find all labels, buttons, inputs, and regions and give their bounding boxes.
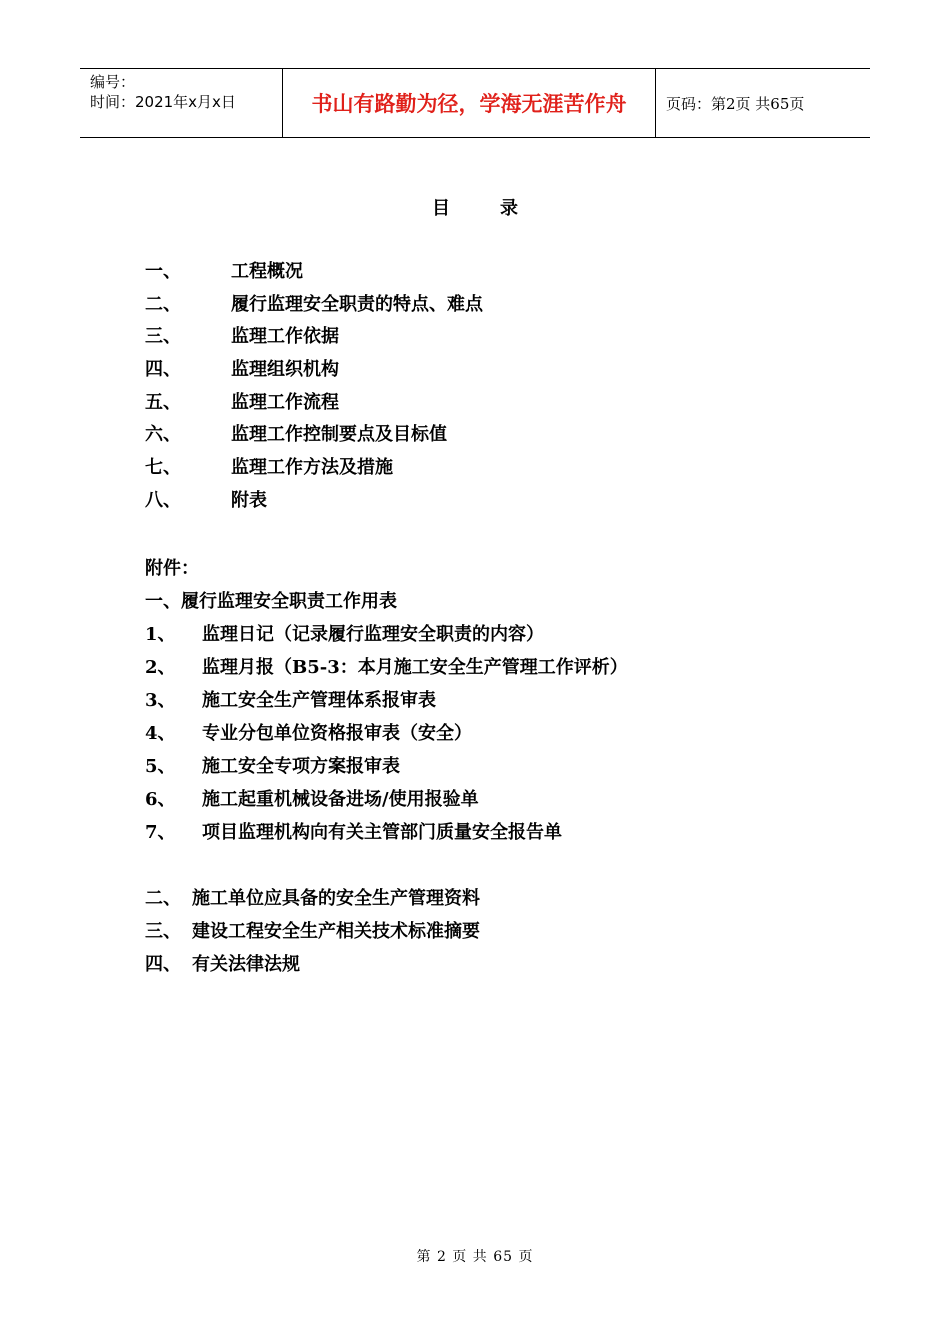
attachment-section-item [145, 915, 628, 948]
attachment-number: 3、 [145, 690, 176, 711]
attachment-section-item [145, 948, 628, 981]
section-text: 有关法律法规 [192, 954, 300, 975]
attachment-number: 5、 [145, 756, 176, 777]
attachment-item [145, 783, 628, 816]
header-left [80, 69, 282, 137]
page-header [80, 68, 870, 138]
attachment-item [145, 684, 628, 717]
toc-number: 八、 [145, 489, 181, 511]
attachments-group-title: 一、履行监理安全职责工作用表 [145, 591, 397, 612]
toc-text: 工程概况 [231, 261, 303, 282]
attachments-section [145, 552, 628, 981]
number-label: 编号： [90, 73, 136, 91]
toc-number: 一、 [145, 261, 181, 282]
attachment-number: 4、 [145, 723, 176, 744]
toc-item [145, 256, 483, 289]
toc-number: 四、 [145, 359, 181, 381]
attachments-label: 附件： [145, 558, 199, 579]
date-label: 时间：2021年x月x日 [90, 93, 236, 111]
toc-item [145, 452, 483, 485]
table-of-contents [145, 256, 483, 518]
attachment-item [145, 618, 628, 651]
attachment-number: 7、 [145, 822, 176, 843]
toc-text: 监理工作控制要点及目标值 [231, 424, 447, 446]
section-text: 施工单位应具备的安全生产管理资料 [192, 888, 480, 909]
toc-number: 七、 [145, 457, 181, 479]
attachment-text: 项目监理机构向有关主管部门质量安全报告单 [202, 822, 562, 843]
header-page-info: 页码：第2页 共65页 [666, 94, 805, 113]
header-motto: 书山有路勤为径，学海无涯苦作舟 [282, 69, 656, 137]
attachment-text: 监理日记（记录履行监理安全职责的内容） [202, 624, 544, 645]
page-footer: 第 2 页 共 65 页 [416, 1249, 534, 1265]
attachment-number: 6、 [145, 789, 176, 810]
attachment-item [145, 717, 628, 750]
attachment-item [145, 651, 628, 684]
attachment-section-item [145, 882, 628, 915]
toc-item [145, 354, 483, 387]
toc-item [145, 485, 483, 518]
toc-item [145, 419, 483, 452]
toc-text: 监理工作流程 [231, 391, 339, 413]
toc-number: 三、 [145, 326, 181, 348]
attachment-text: 施工安全专项方案报审表 [202, 756, 400, 777]
toc-number: 六、 [145, 424, 181, 446]
spacer [145, 849, 628, 882]
toc-title: 目录 [432, 198, 568, 219]
attachment-text: 监理月报（B5-3：本月施工安全生产管理工作评析） [202, 657, 628, 678]
toc-text: 附表 [231, 489, 267, 511]
toc-number: 五、 [145, 391, 181, 413]
toc-item [145, 387, 483, 420]
toc-text: 监理工作方法及措施 [231, 457, 393, 479]
section-number: 四、 [145, 954, 181, 975]
attachment-item [145, 816, 628, 849]
attachment-number: 1、 [145, 624, 176, 645]
section-number: 二、 [145, 888, 181, 909]
toc-number: 二、 [145, 293, 181, 315]
toc-item [145, 321, 483, 354]
section-text: 建设工程安全生产相关技术标准摘要 [192, 921, 480, 942]
toc-text: 履行监理安全职责的特点、难点 [231, 293, 483, 315]
attachment-number: 2、 [145, 657, 176, 678]
attachment-text: 专业分包单位资格报审表（安全） [202, 723, 472, 744]
toc-text: 监理组织机构 [231, 359, 339, 381]
attachment-text: 施工安全生产管理体系报审表 [202, 690, 436, 711]
toc-text: 监理工作依据 [231, 326, 339, 348]
attachment-item [145, 750, 628, 783]
toc-item [145, 289, 483, 322]
section-number: 三、 [145, 921, 181, 942]
attachment-text: 施工起重机械设备进场/使用报验单 [202, 789, 479, 810]
